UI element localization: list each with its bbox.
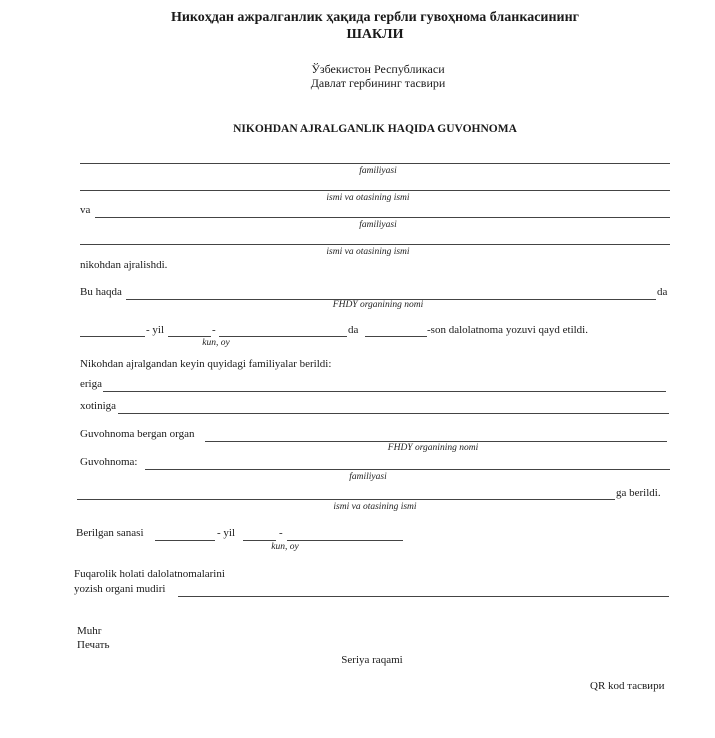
emblem-placeholder: Давлат гербининг тасвири — [310, 76, 446, 90]
year-label-2: - yil — [217, 527, 236, 539]
da-suffix-2: da — [348, 324, 359, 336]
surnames-given-text: Nikohdan ajralgandan keyin quyidagi familiyalar berildi: — [80, 358, 332, 370]
and-label: va — [80, 204, 91, 216]
issue-month-line[interactable] — [287, 540, 403, 541]
record-registered-text: -son dalolatnoma yozuvi qayd etildi. — [427, 324, 588, 336]
caption-surname-3: familiyasi — [349, 472, 387, 482]
dash-label-2: - — [279, 527, 283, 539]
spouse2-surname-line[interactable] — [95, 217, 670, 218]
record-day-line[interactable] — [168, 336, 211, 337]
spouse1-surname-line[interactable] — [80, 163, 670, 164]
certificate-label: Guvohnoma: — [80, 456, 138, 468]
caption-day-month-1: kun, oy — [202, 338, 230, 348]
issue-year-line[interactable] — [155, 540, 215, 541]
serial-number-label: Seriya raqami — [341, 654, 403, 666]
issue-day-line[interactable] — [243, 540, 276, 541]
issuing-organ-label: Guvohnoma bergan organ — [80, 428, 195, 440]
recipient-name-line[interactable] — [77, 499, 615, 500]
issued-to-suffix: ga berildi. — [616, 487, 661, 499]
caption-surname-2: familiyasi — [359, 220, 397, 230]
republic-label: Ўзбекистон Республикаси — [311, 62, 445, 76]
spouse1-name-line[interactable] — [80, 190, 670, 191]
spouse2-name-line[interactable] — [80, 244, 670, 245]
caption-name-2: ismi va otasining ismi — [326, 247, 410, 257]
caption-day-month-2: kun, oy — [271, 542, 299, 552]
issuing-organ-line[interactable] — [205, 441, 667, 442]
form-title-line-1: Никоҳдан ажралганлик ҳақида гербли гувоҳнома бланкасининг — [170, 10, 580, 25]
head-of-office-label-2: yozish organi mudiri — [74, 583, 166, 595]
issue-date-label: Berilgan sanasi — [76, 527, 144, 539]
caption-name-3: ismi va otasining ismi — [333, 502, 417, 512]
about-this-label: Bu haqda — [80, 286, 122, 298]
da-suffix-1: da — [657, 286, 668, 298]
wife-label: xotiniga — [80, 400, 117, 412]
divorced-text: nikohdan ajralishdi. — [80, 259, 168, 271]
husband-label: eriga — [80, 378, 102, 390]
caption-registry-office-2: FHDY organining nomi — [387, 443, 479, 453]
caption-registry-office-1: FHDY organining nomi — [332, 300, 424, 310]
wife-surname-line[interactable] — [118, 413, 669, 414]
dash-label-1: - — [212, 324, 216, 336]
certificate-heading: NIKOHDAN AJRALGANLIK HAQIDA GUVOHNOMA — [233, 123, 517, 135]
form-title-line-2: ШАКЛИ — [346, 27, 404, 42]
head-of-office-label-1: Fuqarolik holati dalolatnomalarini — [74, 568, 225, 580]
qr-code-placeholder: QR kod тасвири — [590, 680, 665, 692]
caption-surname-1: familiyasi — [359, 166, 397, 176]
recipient-surname-line[interactable] — [145, 469, 670, 470]
head-signature-line[interactable] — [178, 596, 669, 597]
seal-label-uz: Muhr — [77, 625, 102, 637]
year-label-1: - yil — [146, 324, 165, 336]
record-year-line[interactable] — [80, 336, 145, 337]
record-month-line[interactable] — [219, 336, 347, 337]
husband-surname-line[interactable] — [103, 391, 666, 392]
record-number-line[interactable] — [365, 336, 427, 337]
seal-label-ru: Печать — [77, 639, 110, 651]
caption-name-1: ismi va otasining ismi — [326, 193, 410, 203]
